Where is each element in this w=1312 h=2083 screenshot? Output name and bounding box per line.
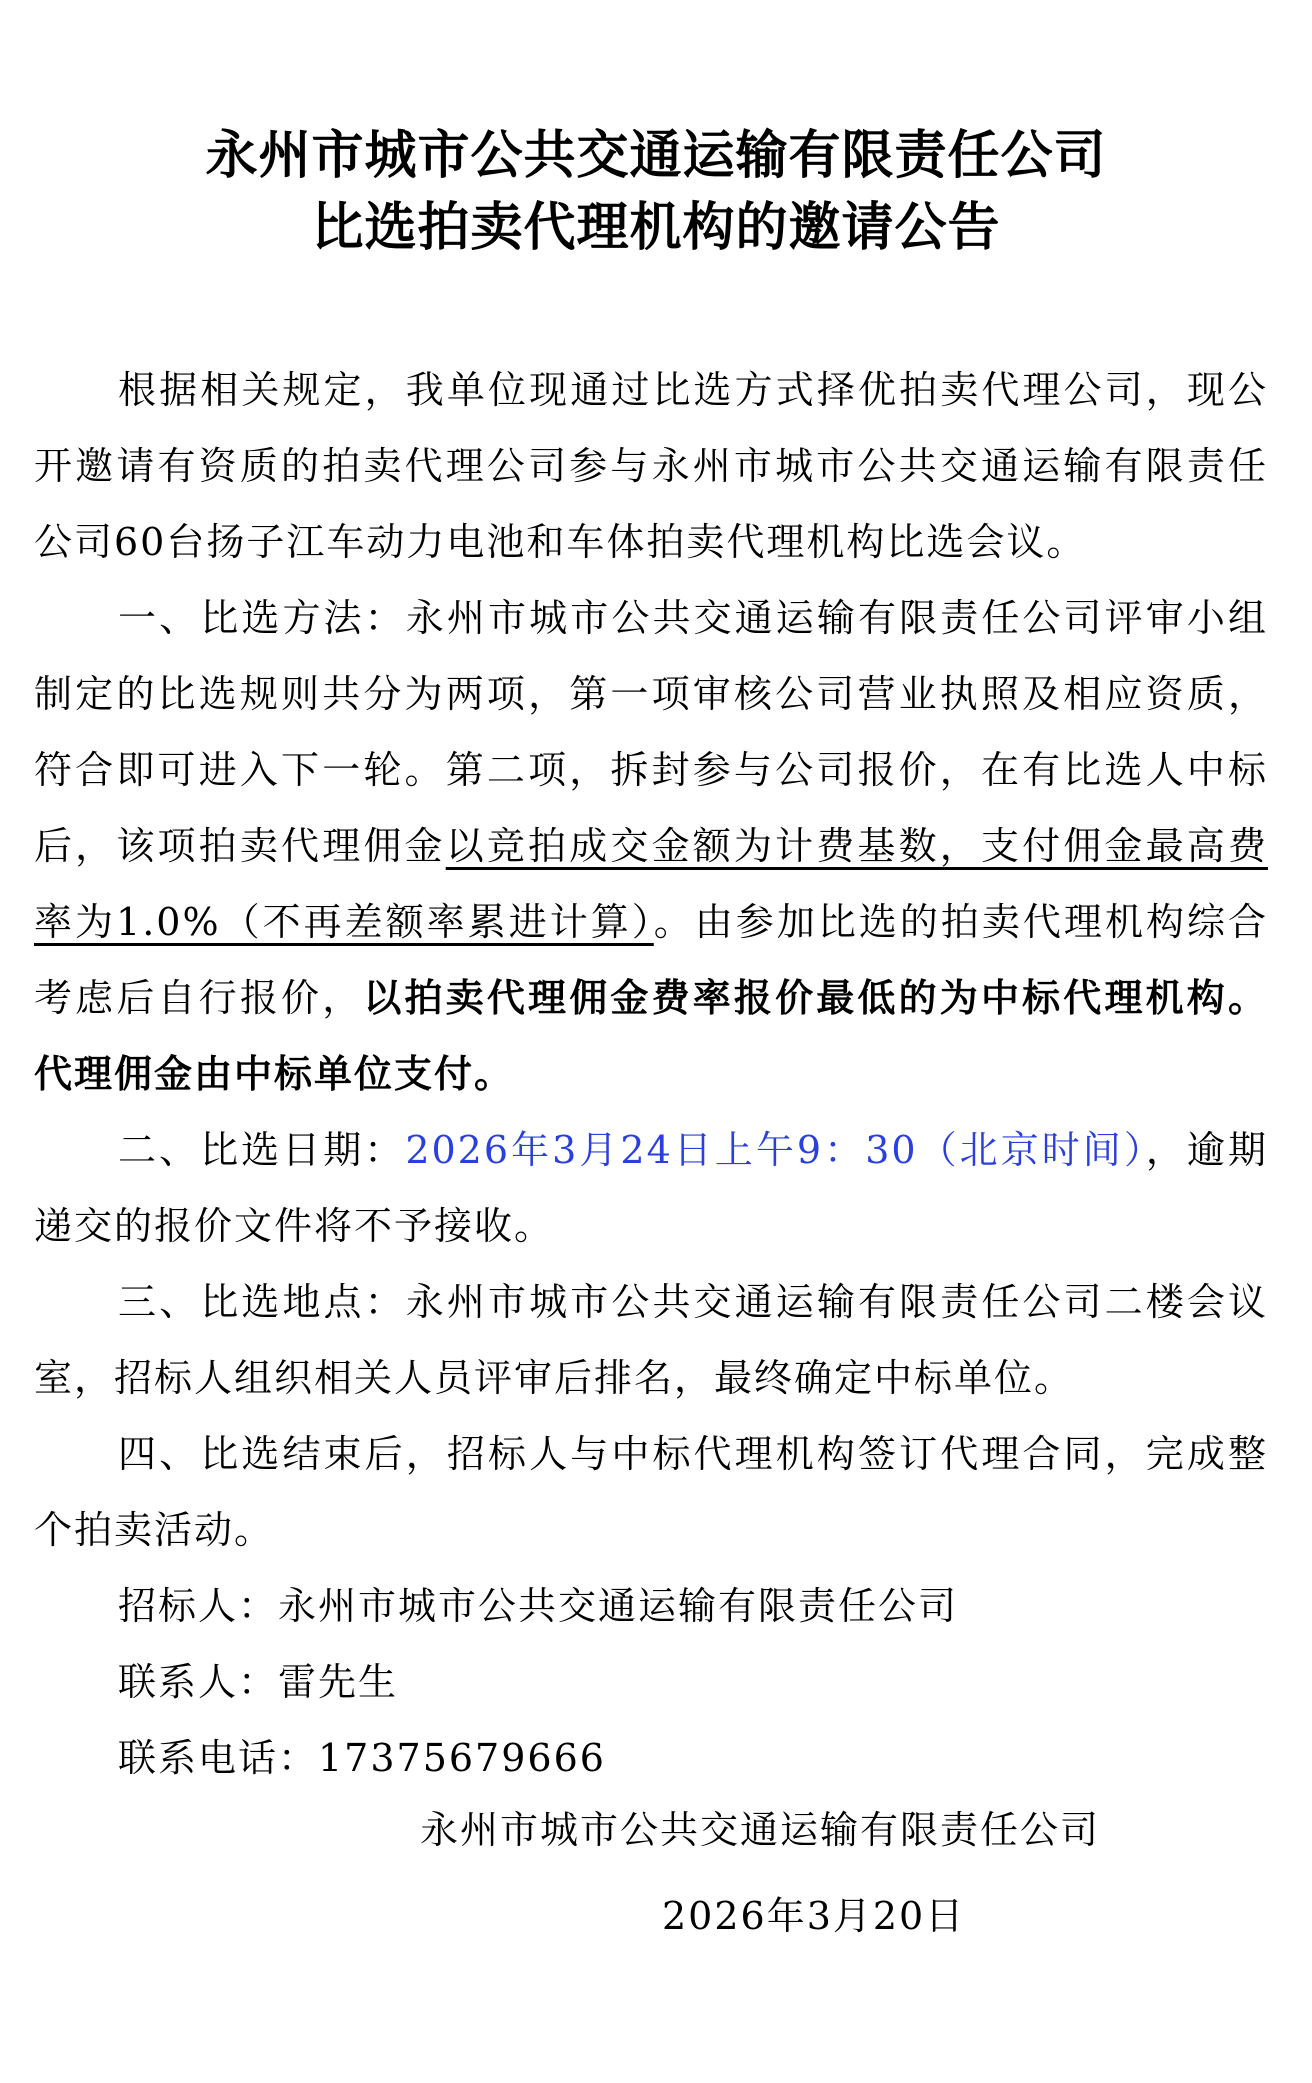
title-line-1: 永州市城市公共交通运输有限责任公司 — [205, 126, 1107, 186]
intro-paragraph: 根据相关规定，我单位现通过比选方式择优拍卖代理公司，现公开邀请有资质的拍卖代理公司参与永州市城市公共交通运输有限责任公司60台扬子江车动力电池和车体拍卖代理机构比选会议。 — [34, 368, 1268, 564]
section-1-text: 一、比选方法：永州市城市公共交通运输有限责任公司评审小组制定的比选规则共分为两项，第一项审核公司营业执照及相应资质，符合即可进入下一轮。第二项，拆封参与公司报价，在有比选人中标后，该项拍卖代理佣金 — [34, 596, 1268, 868]
section-1-paragraph — [34, 580, 1268, 1112]
section-1-bold-rule: 以拍卖代理佣金费率报价最低的为中标代理机构。代理佣金由中标单位支付。 — [34, 975, 1268, 1096]
section-2-date: 2026年3月24日上午9：30（北京时间） — [405, 1128, 1146, 1172]
phone-line: 联系电话：17375679666 — [118, 1736, 606, 1780]
section-1-text-2: 。由参加比选的拍卖代理机构综合考虑后自行报价， — [34, 900, 1268, 1020]
section-2-paragraph — [34, 1112, 1268, 1264]
bidder-line: 招标人：永州市城市公共交通运输有限责任公司 — [118, 1584, 959, 1628]
section-2-rest: ，逾期递交的报价文件将不予接收。 — [34, 1128, 1268, 1248]
signature-date: 2026年3月20日 — [662, 1894, 966, 1938]
signature-org: 永州市城市公共交通运输有限责任公司 — [420, 1808, 1101, 1852]
section-4-paragraph: 四、比选结束后，招标人与中标代理机构签订代理合同，完成整个拍卖活动。 — [34, 1432, 1268, 1552]
contact-person-line: 联系人：雷先生 — [118, 1660, 399, 1704]
title-line-2: 比选拍卖代理机构的邀请公告 — [311, 198, 1001, 258]
section-2-label: 二、比选日期： — [118, 1128, 406, 1172]
announcement-body — [34, 352, 1268, 1796]
section-1-underlined-terms: 以竞拍成交金额为计费基数，支付佣金最高费率为1.0%（不再差额率累进计算） — [34, 824, 1268, 944]
section-3-paragraph: 三、比选地点：永州市城市公共交通运输有限责任公司二楼会议室，招标人组织相关人员评审后排名，最终确定中标单位。 — [34, 1280, 1268, 1400]
